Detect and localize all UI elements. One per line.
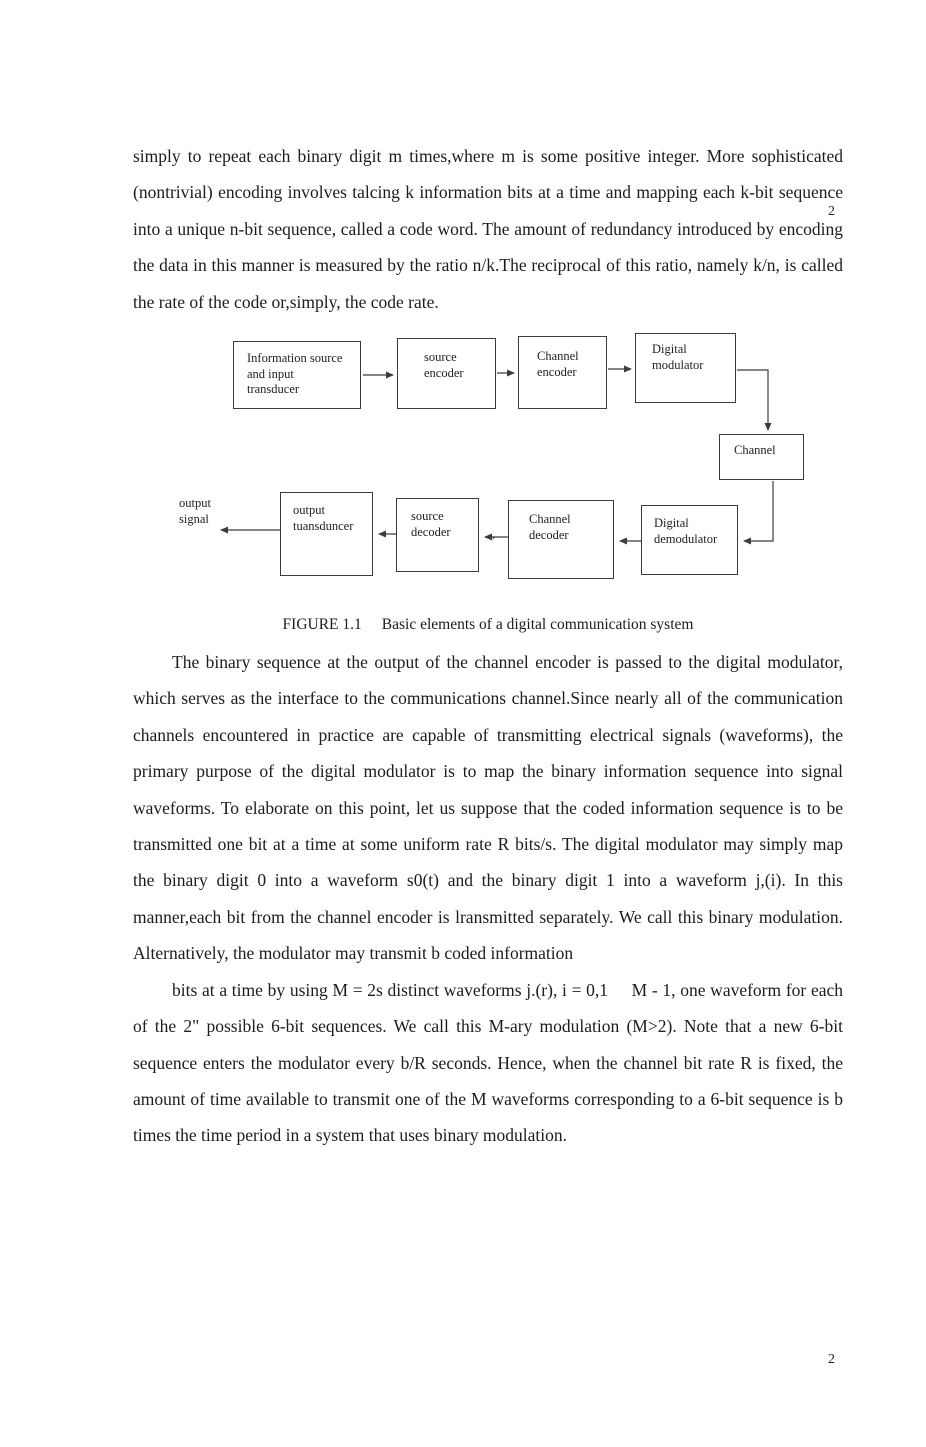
figure-caption	[133, 616, 843, 634]
page-number-bottom: 2	[828, 1352, 835, 1367]
figure-box-channel-label: Channel	[734, 443, 776, 458]
paragraph-mary-modulation: bits at a time by using M = 2s distinct waveforms j.(r), i = 0,1 M - 1, one waveform for each of the 2" possible 6-bit sequences. We call this M-ary modulation (M>2). Note that a new 6-bit sequence enters the modulator every b/R seconds. Hence, when the channel bit rate R is fixed, the amount of time available to transmit one of the M waveforms corresponding to a 6-bit sequence is b times the time period in a system that uses binary modulation.	[133, 979, 843, 1146]
figure-box-source-decoder-label: source decoder	[411, 509, 451, 539]
page-number-top: 2	[828, 204, 835, 219]
figure-box-channel-encoder-label: Channel encoder	[537, 349, 579, 379]
paragraph-code-rate: simply to repeat each binary digit m times,where m is some positive integer. More sophisticated (nontrivial) encoding involves talcing k information bits at a time and mapping each k-bit sequence into a unique n-bit sequence, called a code word. The amount of redundancy introduced by encoding the data in this manner is measured by the ratio n/k.The reciprocal of this ratio, namely k/n, is called the rate of the code or,simply, the code rate.	[133, 146, 843, 312]
figure-box-digital-modulator	[635, 333, 736, 403]
figure-caption-label: FIGURE 1.1	[282, 616, 362, 634]
figure-box-digital-modulator-label: Digital modulator	[652, 342, 704, 372]
document-page	[0, 138, 926, 1447]
text-column-top	[133, 138, 843, 320]
figure-diagram	[0, 330, 926, 602]
figure-box-channel-decoder-label: Channel decoder	[529, 512, 571, 542]
figure-box-information-source	[233, 341, 361, 409]
figure-box-output-transducer-label: output tuansduncer	[293, 503, 354, 533]
figure-box-channel-decoder	[508, 500, 614, 579]
figure-box-source-encoder-label: source encoder	[424, 350, 464, 380]
figure-caption-text: Basic elements of a digital communication system	[381, 616, 694, 634]
figure-box-digital-demodulator-label: Digital demodulator	[654, 516, 718, 546]
figure-box-output-transducer	[280, 492, 373, 576]
figure-box-digital-demodulator	[641, 505, 738, 575]
figure-box-channel-encoder	[518, 336, 607, 409]
text-column-bottom	[133, 644, 843, 1154]
figure-box-source-encoder	[397, 338, 496, 409]
figure-stray-mark: ,	[492, 526, 496, 542]
figure-box-channel	[719, 434, 804, 480]
paragraph-digital-modulator: The binary sequence at the output of the channel encoder is passed to the digital modulator, which serves as the interface to the communications channel.Since nearly all of the communication channels encountered in practice are capable of transmitting electrical signals (waveforms), the primary purpose of the digital modulator is to map the binary information sequence into signal waveforms. To elaborate on this point, let us suppose that the coded information sequence is to be transmitted one bit at a time at some uniform rate R bits/s. The digital modulator may simply map the binary digit 0 into a waveform s0(t) and the binary digit 1 into a waveform j,(i). In this manner,each bit from the channel encoder is lransmitted separately. We call this binary modulation. Alternatively, the modulator may transmit b coded information	[133, 652, 843, 964]
figure-output-signal-label: output signal	[179, 496, 211, 526]
figure-box-source-decoder	[396, 498, 479, 572]
figure-box-information-source-label: Information source and input transducer	[247, 351, 343, 397]
